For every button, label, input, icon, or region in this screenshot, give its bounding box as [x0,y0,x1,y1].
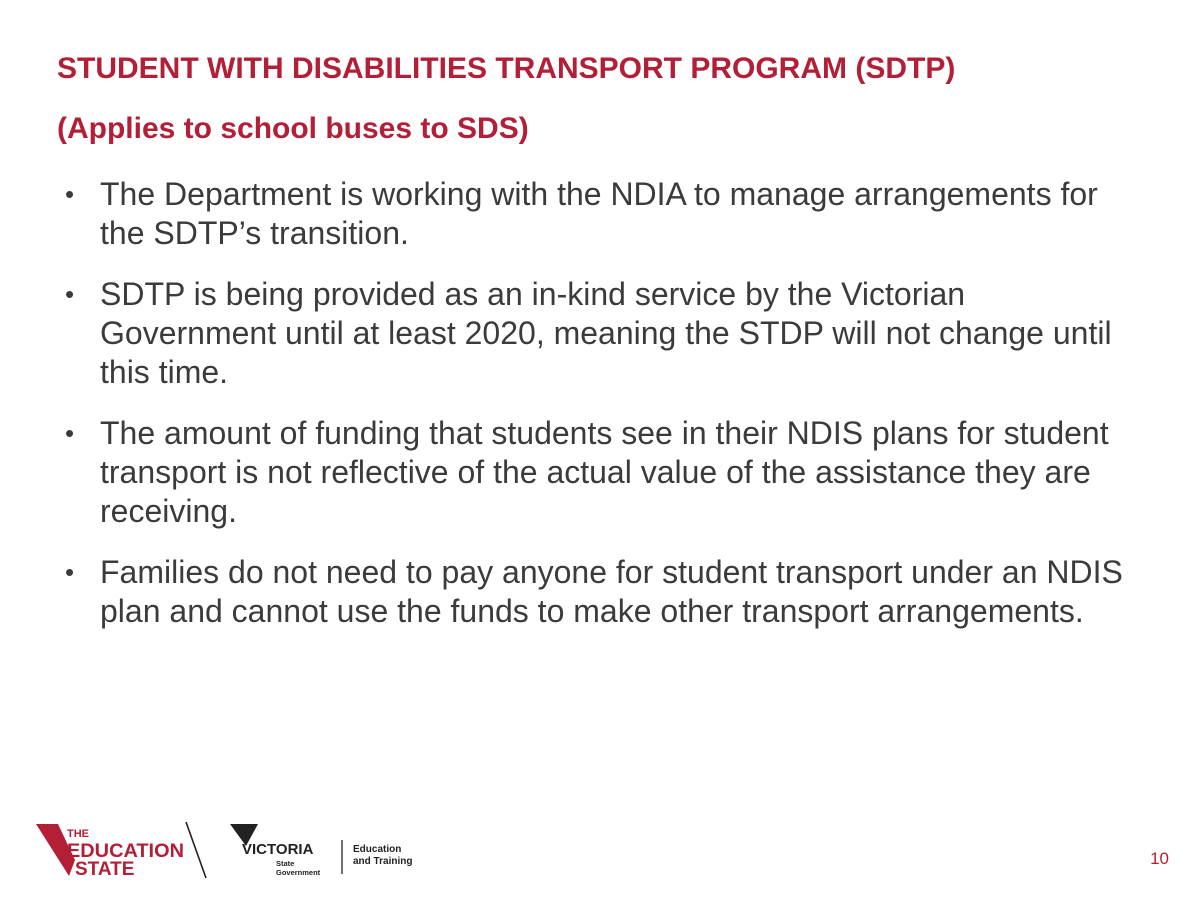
slide-subtitle: (Applies to school buses to SDS) [57,112,529,145]
bullet-item [65,175,1145,253]
page-number: 10 [1150,849,1169,868]
bullet-icon: • [65,179,75,209]
slide-title: STUDENT WITH DISABILITIES TRANSPORT PROGRAM (SDTP) [57,52,956,85]
education-state-slash [186,822,206,878]
footer-logos [36,820,436,882]
bullet-text: The Department is working with the NDIA to manage arrangements for the SDTP’s transition. [100,176,1098,251]
bullet-icon: • [65,557,75,587]
bullet-list [65,175,1145,653]
department-line2: and Training [353,856,413,867]
victoria-state-line: State [276,859,295,868]
victoria-government-line: Government [276,868,321,877]
bullet-item [65,553,1145,631]
bullet-text: SDTP is being provided as an in-kind service by the Victorian Government until at least 2020, meaning the STDP will not change until this time. [100,276,1112,390]
bullet-item [65,414,1145,531]
education-state-logo [36,822,206,880]
education-state-line1: THE [67,828,89,840]
bullet-item [65,275,1145,392]
department-line1: Education [353,844,402,855]
education-state-line2: EDUCATION [67,841,184,862]
bullet-icon: • [65,418,75,448]
bullet-icon: • [65,279,75,309]
victoria-government-logo [230,824,412,877]
bullet-text: Families do not need to pay anyone for student transport under an NDIS plan and cannot use the funds to make other transport arrangements. [100,554,1123,629]
education-state-line3: STATE [75,859,135,880]
victoria-wordmark: VICTORIA [242,841,314,858]
bullet-text: The amount of funding that students see in their NDIS plans for student transport is not reflective of the actual value of the assistance they are receiving. [100,415,1109,529]
